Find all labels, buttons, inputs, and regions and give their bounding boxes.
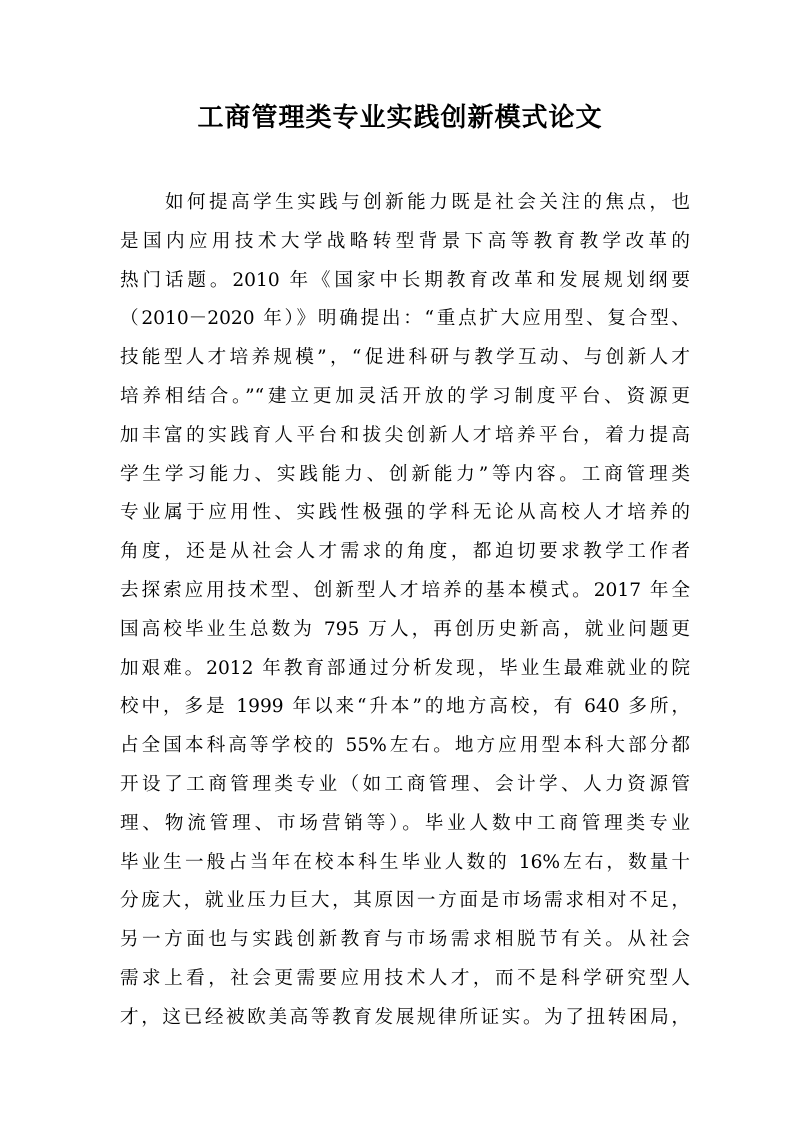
- body-line: 加艰难。2012 年教育部通过分析发现，毕业生最难就业的院: [120, 657, 690, 679]
- body-line: 角度，还是从社会人才需求的角度，都迫切要求教学工作者: [120, 541, 690, 563]
- body-line: 是国内应用技术大学战略转型背景下高等教育教学改革的: [120, 230, 690, 252]
- body-line: 毕业生一般占当年在校本科生毕业人数的 16%左右，数量十: [120, 851, 690, 873]
- body-line: 理、物流管理、市场营销等）。毕业人数中工商管理类专业: [120, 812, 690, 834]
- document-body: [120, 184, 690, 1038]
- body-line: 专业属于应用性、实践性极强的学科无论从高校人才培养的: [120, 502, 690, 524]
- body-line: 分庞大，就业压力巨大，其原因一方面是市场需求相对不足，: [120, 890, 690, 912]
- body-line: 国高校毕业生总数为 795 万人，再创历史新高，就业问题更: [120, 618, 690, 640]
- body-line: 热门话题。2010 年《国家中长期教育改革和发展规划纲要: [120, 269, 690, 291]
- body-line: （2010－2020 年）》明确提出：“重点扩大应用型、复合型、: [120, 308, 690, 330]
- body-line: 如何提高学生实践与创新能力既是社会关注的焦点，也: [165, 192, 690, 213]
- body-line: 去探索应用技术型、创新型人才培养的基本模式。2017 年全: [120, 579, 690, 601]
- body-line: 占全国本科高等学校的 55%左右。地方应用型本科大部分都: [120, 735, 690, 757]
- body-line: 另一方面也与实践创新教育与市场需求相脱节有关。从社会: [120, 929, 690, 951]
- body-line: 加丰富的实践育人平台和拔尖创新人才培养平台，着力提高: [120, 424, 690, 446]
- body-line: 技能型人才培养规模”，“促进科研与教学互动、与创新人才: [120, 347, 690, 369]
- body-line: 培养相结合。”“建立更加灵活开放的学习制度平台、资源更: [120, 385, 690, 407]
- body-line: 校中，多是 1999 年以来“升本”的地方高校，有 640 多所，: [120, 696, 690, 718]
- document-title: 工商管理类专业实践创新模式论文: [197, 103, 603, 133]
- body-line: 才，这已经被欧美高等教育发展规律所证实。为了扭转困局，: [120, 1006, 690, 1028]
- body-line: 需求上看，社会更需要应用技术人才，而不是科学研究型人: [120, 967, 690, 989]
- body-line: 开设了工商管理类专业（如工商管理、会计学、人力资源管: [120, 773, 690, 795]
- body-line: 学生学习能力、实践能力、创新能力”等内容。工商管理类: [120, 463, 690, 485]
